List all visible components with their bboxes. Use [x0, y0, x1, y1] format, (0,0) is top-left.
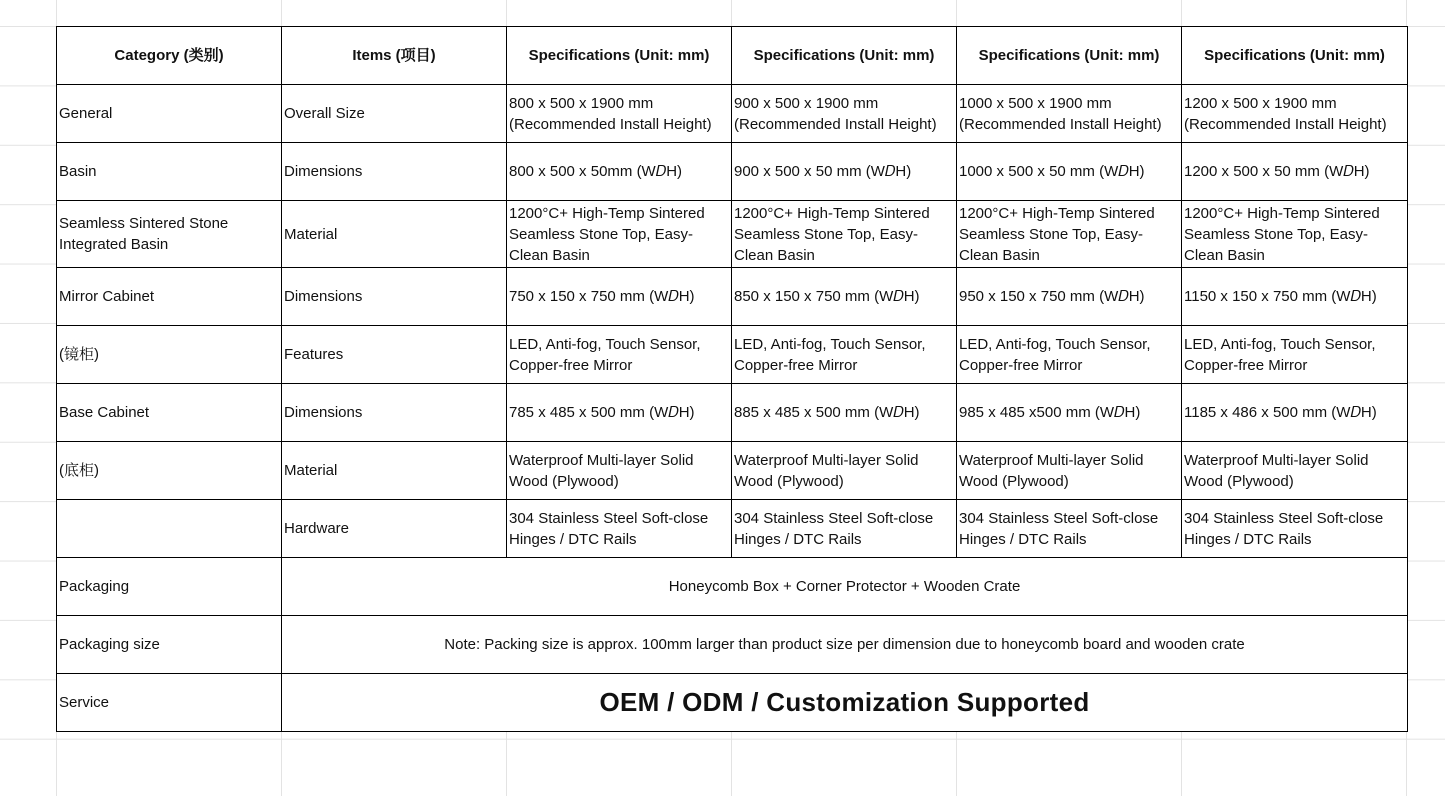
item-cell[interactable]: Dimensions: [282, 268, 507, 326]
header-row: [57, 27, 1408, 85]
spec-cell[interactable]: Waterproof Multi-layer Solid Wood (Plywood): [507, 442, 732, 500]
spec-cell[interactable]: 304 Stainless Steel Soft-close Hinges / DTC Rails: [732, 500, 957, 558]
spec-cell[interactable]: Waterproof Multi-layer Solid Wood (Plywood): [732, 442, 957, 500]
table-row: [57, 268, 1408, 326]
packaging-value[interactable]: Honeycomb Box + Corner Protector + Wooden Crate: [282, 558, 1408, 616]
category-cell[interactable]: (底柜): [57, 442, 282, 500]
category-cell[interactable]: [57, 500, 282, 558]
category-cell[interactable]: Seamless Sintered Stone Integrated Basin: [57, 201, 282, 268]
category-cell[interactable]: Basin: [57, 143, 282, 201]
spec-cell[interactable]: 1185 x 486 x 500 mm (W𝐷H): [1182, 384, 1408, 442]
spec-cell[interactable]: 950 x 150 x 750 mm (W𝐷H): [957, 268, 1182, 326]
service-row: [57, 674, 1408, 732]
spec-cell[interactable]: 800 x 500 x 50mm (W𝐷H): [507, 143, 732, 201]
category-cell[interactable]: Base Cabinet: [57, 384, 282, 442]
spec-cell[interactable]: LED, Anti-fog, Touch Sensor, Copper-free Mirror: [957, 326, 1182, 384]
spec-cell[interactable]: 1200 x 500 x 50 mm (W𝐷H): [1182, 143, 1408, 201]
spec-cell[interactable]: 1200°C+ High-Temp Sintered Seamless Stone Top, Easy-Clean Basin: [507, 201, 732, 268]
spec-cell[interactable]: 885 x 485 x 500 mm (W𝐷H): [732, 384, 957, 442]
item-cell[interactable]: Dimensions: [282, 384, 507, 442]
item-cell[interactable]: Overall Size: [282, 85, 507, 143]
table-row: [57, 500, 1408, 558]
item-cell[interactable]: Dimensions: [282, 143, 507, 201]
spec-cell[interactable]: LED, Anti-fog, Touch Sensor, Copper-free Mirror: [732, 326, 957, 384]
header-spec-2[interactable]: Specifications (Unit: mm): [732, 27, 957, 85]
packaging-size-label[interactable]: Packaging size: [57, 616, 282, 674]
spec-cell[interactable]: 900 x 500 x 50 mm (W𝐷H): [732, 143, 957, 201]
spec-cell[interactable]: 850 x 150 x 750 mm (W𝐷H): [732, 268, 957, 326]
spec-cell[interactable]: 985 x 485 x500 mm (W𝐷H): [957, 384, 1182, 442]
item-cell[interactable]: Material: [282, 201, 507, 268]
table-row: [57, 143, 1408, 201]
item-cell[interactable]: Features: [282, 326, 507, 384]
spec-cell[interactable]: 1200°C+ High-Temp Sintered Seamless Stone Top, Easy-Clean Basin: [957, 201, 1182, 268]
spec-cell[interactable]: 900 x 500 x 1900 mm (Recommended Install Height): [732, 85, 957, 143]
spec-cell[interactable]: LED, Anti-fog, Touch Sensor, Copper-free Mirror: [1182, 326, 1408, 384]
spec-cell[interactable]: 1000 x 500 x 1900 mm (Recommended Install Height): [957, 85, 1182, 143]
packaging-size-row: [57, 616, 1408, 674]
spec-cell[interactable]: Waterproof Multi-layer Solid Wood (Plywood): [1182, 442, 1408, 500]
spec-cell[interactable]: 1150 x 150 x 750 mm (W𝐷H): [1182, 268, 1408, 326]
header-spec-1[interactable]: Specifications (Unit: mm): [507, 27, 732, 85]
table-row: [57, 201, 1408, 268]
table-row: [57, 384, 1408, 442]
table-row: [57, 442, 1408, 500]
header-items[interactable]: Items (项目): [282, 27, 507, 85]
spec-cell[interactable]: 785 x 485 x 500 mm (W𝐷H): [507, 384, 732, 442]
spec-cell[interactable]: 1200 x 500 x 1900 mm (Recommended Install Height): [1182, 85, 1408, 143]
spec-cell[interactable]: 800 x 500 x 1900 mm (Recommended Install Height): [507, 85, 732, 143]
packaging-row: [57, 558, 1408, 616]
header-category[interactable]: Category (类别): [57, 27, 282, 85]
spec-cell[interactable]: 1200°C+ High-Temp Sintered Seamless Stone Top, Easy-Clean Basin: [1182, 201, 1408, 268]
header-spec-3[interactable]: Specifications (Unit: mm): [957, 27, 1182, 85]
specification-table: [56, 26, 1408, 732]
spec-cell[interactable]: 304 Stainless Steel Soft-close Hinges / DTC Rails: [507, 500, 732, 558]
table-row: [57, 326, 1408, 384]
category-cell[interactable]: Mirror Cabinet: [57, 268, 282, 326]
item-cell[interactable]: Hardware: [282, 500, 507, 558]
spec-cell[interactable]: LED, Anti-fog, Touch Sensor, Copper-free Mirror: [507, 326, 732, 384]
packaging-label[interactable]: Packaging: [57, 558, 282, 616]
service-value[interactable]: OEM / ODM / Customization Supported: [282, 674, 1408, 732]
header-spec-4[interactable]: Specifications (Unit: mm): [1182, 27, 1408, 85]
spec-cell[interactable]: Waterproof Multi-layer Solid Wood (Plywood): [957, 442, 1182, 500]
spec-cell[interactable]: 304 Stainless Steel Soft-close Hinges / DTC Rails: [957, 500, 1182, 558]
category-cell[interactable]: (镜柜): [57, 326, 282, 384]
table-row: [57, 85, 1408, 143]
category-cell[interactable]: General: [57, 85, 282, 143]
spec-cell[interactable]: 304 Stainless Steel Soft-close Hinges / DTC Rails: [1182, 500, 1408, 558]
service-label[interactable]: Service: [57, 674, 282, 732]
spec-cell[interactable]: 1200°C+ High-Temp Sintered Seamless Stone Top, Easy-Clean Basin: [732, 201, 957, 268]
spec-cell[interactable]: 750 x 150 x 750 mm (W𝐷H): [507, 268, 732, 326]
packaging-size-note[interactable]: Note: Packing size is approx. 100mm larger than product size per dimension due to honeycomb board and wooden crate: [282, 616, 1408, 674]
item-cell[interactable]: Material: [282, 442, 507, 500]
spec-cell[interactable]: 1000 x 500 x 50 mm (W𝐷H): [957, 143, 1182, 201]
